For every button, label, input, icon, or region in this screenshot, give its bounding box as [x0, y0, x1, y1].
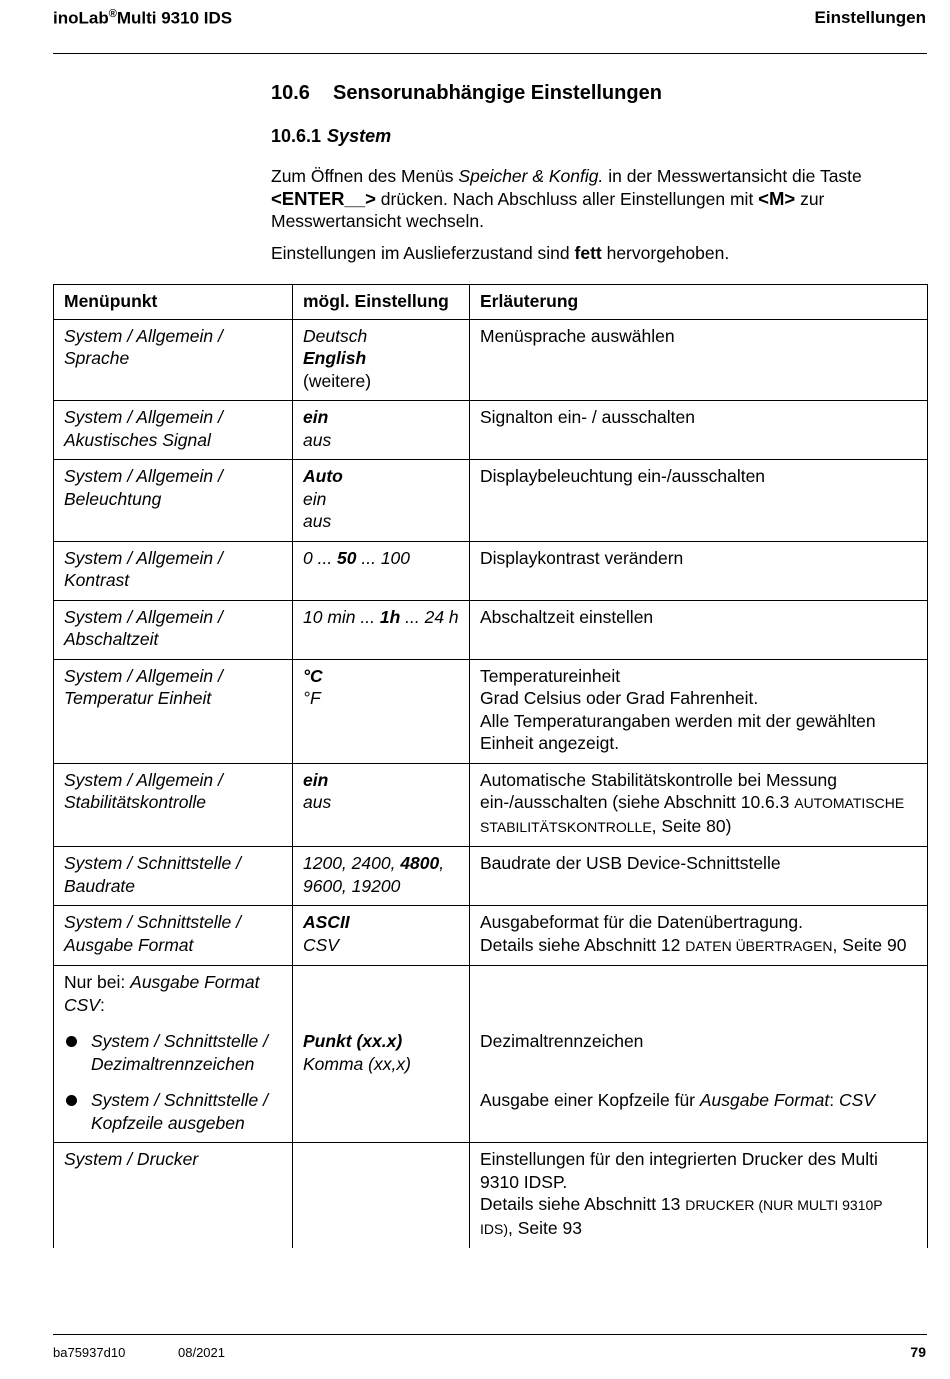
footer-divider — [53, 1334, 927, 1335]
table-row — [54, 541, 928, 600]
table-row — [54, 847, 928, 906]
column-header-menu: Menüpunkt — [54, 285, 293, 320]
table-row — [54, 1143, 928, 1249]
menu-path: System / Allgemein / Temperatur Einheit — [54, 659, 293, 763]
menu-path: System / Schnittstelle / Baudrate — [54, 847, 293, 906]
running-header-product: inoLab®Multi 9310 IDS — [53, 8, 233, 28]
setting-options: 0 ... 50 ... 100 — [293, 541, 470, 600]
setting-description: Displaybeleuchtung ein-/ausschalten — [470, 460, 928, 542]
section-heading — [271, 82, 662, 105]
menu-path: System / Allgemein / Abschaltzeit — [54, 600, 293, 659]
table-row — [54, 319, 928, 401]
column-header-options: mögl. Einstellung — [293, 285, 470, 320]
footer-document-id: ba75937d10 — [53, 1345, 126, 1360]
setting-options: ein aus — [293, 763, 470, 847]
setting-description: Signalton ein- / ausschalten — [470, 401, 928, 460]
setting-description: Automatische Stabilitätskontrolle bei Messung ein-/ausschalten (siehe Abschnitt 10.6.3 AUTOMATISCHE STABILITÄTSKONTROLLE, Seite 80) — [470, 763, 928, 847]
table-row — [54, 763, 928, 847]
setting-description: Einstellungen für den integrierten Drucker des Multi 9310 IDSP. Details siehe Abschnitt 13 DRUCKER (NUR MULTI 9310P IDS), Seite 93 — [470, 1143, 928, 1249]
subsection-number: 10.6.1 — [271, 126, 322, 146]
footer-date: 08/2021 — [178, 1345, 225, 1360]
setting-options: ein aus — [293, 401, 470, 460]
table-row — [54, 401, 928, 460]
table-row — [54, 966, 928, 1143]
list-item: System / Schnittstelle / Kopfzeile ausgeben — [64, 1089, 282, 1134]
setting-description: Abschaltzeit einstellen — [470, 600, 928, 659]
setting-options: Auto ein aus — [293, 460, 470, 542]
subsection-title: System — [327, 126, 392, 146]
page-number: 79 — [910, 1344, 926, 1360]
bullet-icon — [66, 1036, 77, 1047]
menu-path — [54, 966, 293, 1143]
settings-table — [53, 284, 928, 1248]
setting-options: °C °F — [293, 659, 470, 763]
intro-text — [271, 165, 931, 264]
table-row — [54, 906, 928, 966]
setting-options: Deutsch English (weitere) — [293, 319, 470, 401]
section-number: 10.6 — [271, 82, 310, 104]
setting-description: Ausgabeformat für die Datenübertragung. Details siehe Abschnitt 12 DATEN ÜBERTRAGEN, Seite 90 — [470, 906, 928, 966]
header-divider — [53, 53, 927, 54]
intro-paragraph-1: Zum Öffnen des Menüs Speicher & Konfig. in der Messwertansicht die Taste <ENTER__> drücken. Nach Abschluss aller Einstellungen mit <M> zur Messwertansicht wechseln. — [271, 166, 862, 231]
cross-reference: AUTOMATISCHE STABILITÄTSKONTROLLE — [480, 795, 905, 835]
menu-path: System / Allgemein / Akustisches Signal — [54, 401, 293, 460]
table-row — [54, 659, 928, 763]
menu-path: System / Allgemein / Stabilitätskontrolle — [54, 763, 293, 847]
menu-path: System / Schnittstelle / Ausgabe Format — [54, 906, 293, 966]
setting-description: Displaykontrast verändern — [470, 541, 928, 600]
subsection-heading — [271, 126, 391, 147]
column-header-description: Erläuterung — [470, 285, 928, 320]
cross-reference: DRUCKER (NUR MULTI 9310P IDS) — [480, 1197, 883, 1237]
menu-path: System / Drucker — [54, 1143, 293, 1249]
menu-path: System / Allgemein / Sprache — [54, 319, 293, 401]
menu-path: System / Allgemein / Beleuchtung — [54, 460, 293, 542]
section-title: Sensorunabhängige Einstellungen — [333, 82, 662, 104]
setting-options: Punkt (xx.x) Komma (xx,x) — [293, 966, 470, 1143]
menu-path: System / Allgemein / Kontrast — [54, 541, 293, 600]
bullet-icon — [66, 1095, 77, 1106]
setting-description: Menüsprache auswählen — [470, 319, 928, 401]
running-header-chapter: Einstellungen — [814, 8, 926, 27]
cross-reference: DATEN ÜBERTRAGEN — [685, 937, 833, 954]
setting-options: 1200, 2400, 4800, 9600, 19200 — [293, 847, 470, 906]
setting-description: Temperatureinheit Grad Celsius oder Grad Fahrenheit. Alle Temperaturangaben werden mit der gewählten Einheit angezeigt. — [470, 659, 928, 763]
intro-paragraph-2: Einstellungen im Auslieferzustand sind fett hervorgehoben. — [271, 242, 730, 263]
setting-options: ASCII CSV — [293, 906, 470, 966]
setting-options — [293, 1143, 470, 1249]
table-header-row — [54, 285, 928, 320]
table-row — [54, 600, 928, 659]
condition-note: Nur bei: Ausgabe Format CSV: — [64, 972, 260, 1015]
table-row — [54, 460, 928, 542]
list-item: System / Schnittstelle / Dezimaltrennzeichen — [64, 1030, 282, 1075]
setting-options: 10 min ... 1h ... 24 h — [293, 600, 470, 659]
setting-description: Baudrate der USB Device-Schnittstelle — [470, 847, 928, 906]
setting-description: Dezimaltrennzeichen Ausgabe einer Kopfzeile für Ausgabe Format: CSV — [470, 966, 928, 1143]
